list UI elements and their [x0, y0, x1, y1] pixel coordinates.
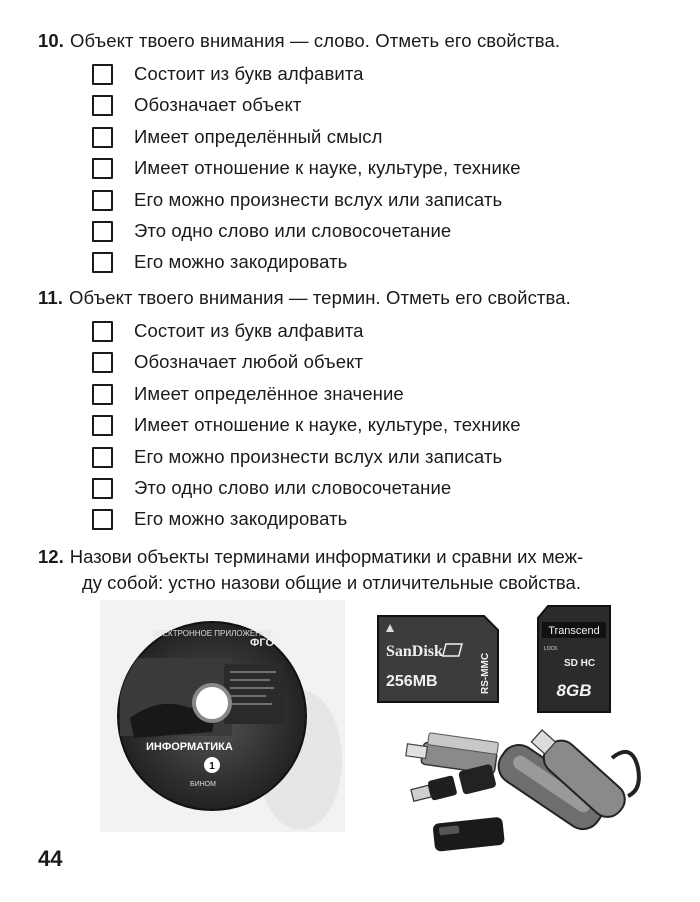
- checkbox[interactable]: [92, 158, 113, 179]
- cd-disc-image: [100, 600, 345, 832]
- option-label: Имеет определённое значение: [134, 382, 404, 404]
- usb-black-drive: [432, 817, 505, 852]
- option-label: Обозначает любой объект: [134, 351, 364, 373]
- sd-class: SD HC: [564, 658, 596, 669]
- sd-lock-label: LOCK: [544, 646, 558, 652]
- option-label: Состоит из букв алфавита: [134, 320, 364, 341]
- option-label: Имеет определённый смысл: [134, 125, 383, 147]
- task-11-number: 11.: [38, 287, 63, 308]
- usb-drives-image: [402, 718, 646, 864]
- usb-small-black-drive: [409, 764, 496, 808]
- option-label: Это одно слово или словосочетание: [134, 476, 452, 498]
- sd-capacity: 8GB: [556, 681, 592, 700]
- option-label: Имеет отношение к науке, культуре, технике: [134, 414, 521, 436]
- task-11-question: [38, 287, 571, 309]
- cd-center-hole: [194, 685, 230, 721]
- checkbox[interactable]: [92, 127, 113, 148]
- checkbox[interactable]: [92, 95, 113, 116]
- task-12-line-1: Назови объекты терминами информатики и сравни их меж-: [69, 546, 584, 567]
- option-label: Его можно произнести вслух или записать: [134, 445, 503, 467]
- checkbox[interactable]: [92, 321, 113, 342]
- option-label: Его можно закодировать: [134, 251, 348, 273]
- page-number: 44: [38, 846, 63, 871]
- checkbox[interactable]: [92, 509, 113, 530]
- option-label: Состоит из букв алфавита: [134, 63, 364, 84]
- cd-title: ИНФОРМАТИКА: [146, 741, 233, 753]
- option-label: Имеет отношение к науке, культуре, технике: [134, 157, 521, 179]
- rs-mmc-type: RS-MMC: [480, 652, 491, 694]
- checkbox[interactable]: [92, 447, 113, 468]
- cd-volume: 1: [209, 761, 215, 772]
- task-12-question: [38, 544, 583, 596]
- sd-brand: Transcend: [548, 625, 600, 637]
- cd-text-block: [224, 664, 284, 724]
- checkbox[interactable]: [92, 252, 113, 273]
- task-10-number: 10.: [38, 30, 65, 51]
- checkbox[interactable]: [92, 221, 113, 242]
- usb-connector: [406, 744, 427, 759]
- option-label: Обозначает объект: [134, 94, 302, 116]
- task-10-text: Объект твоего внимания — слово. Отметь его свойства.: [70, 30, 561, 51]
- checkbox[interactable]: [92, 384, 113, 405]
- rs-mmc-card-image: [376, 614, 500, 704]
- checkbox[interactable]: [92, 415, 113, 436]
- task-12-line-2: ду собой: устно назови общие и отличительные свойства.: [82, 572, 581, 593]
- checkbox[interactable]: [92, 64, 113, 85]
- task-10-question: [38, 30, 560, 52]
- sd-card-image: [534, 604, 614, 716]
- checkbox[interactable]: [92, 478, 113, 499]
- option-label: Его можно закодировать: [134, 508, 348, 530]
- cd-top-text: ЭЛЕКТРОННОЕ ПРИЛОЖЕНИЕ: [151, 629, 273, 638]
- cd-fgos-label: ФГОС: [250, 637, 282, 649]
- task-12-number: 12.: [38, 546, 64, 567]
- option-label: Его можно произнести вслух или записать: [134, 188, 503, 210]
- checkbox[interactable]: [92, 190, 113, 211]
- option-label: Это одно слово или словосочетание: [134, 219, 452, 241]
- rs-mmc-brand: SanDisk: [386, 643, 443, 660]
- rs-mmc-capacity: 256MB: [386, 673, 438, 690]
- checkbox[interactable]: [92, 352, 113, 373]
- cd-publisher: БИНОМ: [190, 781, 216, 788]
- task-11-text: Объект твоего внимания — термин. Отметь его свойства.: [69, 287, 571, 308]
